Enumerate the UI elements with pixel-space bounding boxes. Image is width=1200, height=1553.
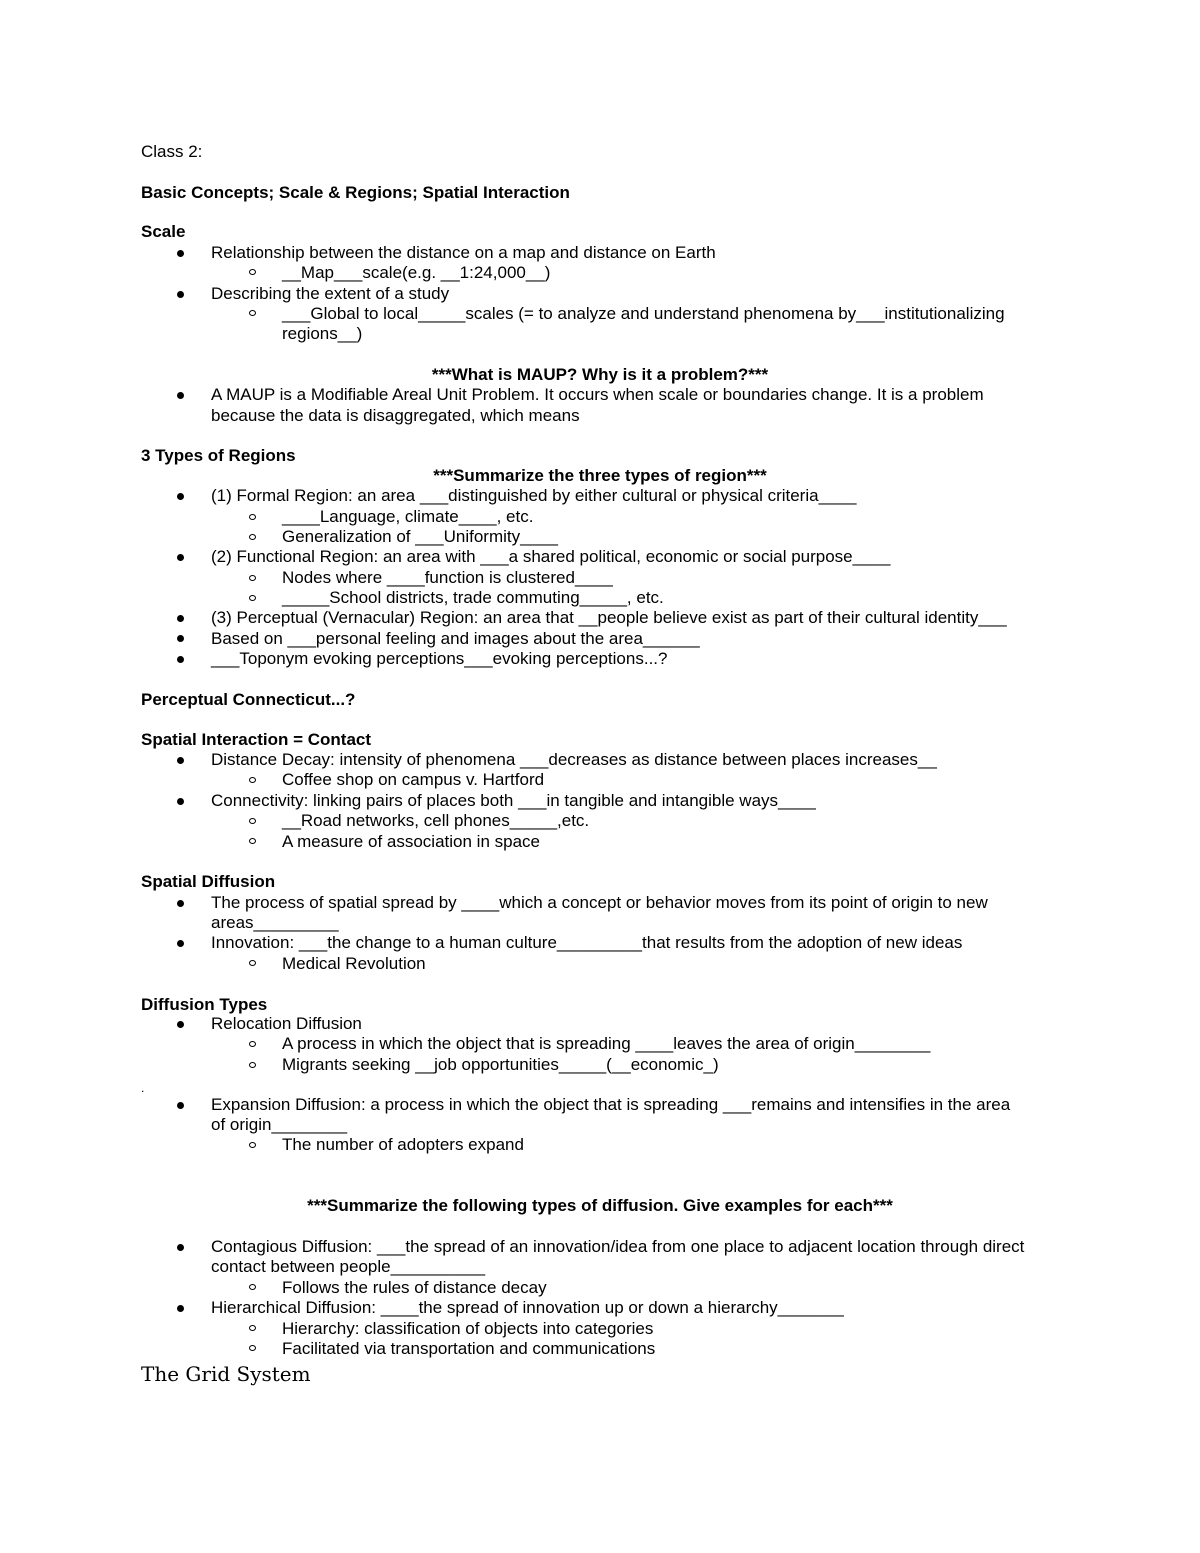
bullet-icon: [177, 250, 184, 257]
regions-heading: 3 Types of Regions: [141, 446, 296, 465]
functional-region-sub-1: Nodes where ____function is clustered____: [282, 568, 613, 587]
formal-region-sub-1: ____Language, climate____, etc.: [282, 507, 534, 526]
summarize-diffusion-prompt: ***Summarize the following types of diffusion. Give examples for each***: [307, 1196, 893, 1215]
connectivity: Connectivity: linking pairs of places both ___in tangible and intangible ways____: [211, 791, 816, 810]
bullet-icon: [177, 656, 184, 663]
sub-bullet-icon: [249, 838, 256, 844]
hierarchical-diffusion-sub-2: Facilitated via transportation and communications: [282, 1339, 656, 1358]
scale-sub-bullet-1: __Map___scale(e.g. __1:24,000__): [282, 263, 551, 282]
bullet-icon: [177, 940, 184, 947]
contagious-diffusion-line-1: Contagious Diffusion: ___the spread of an innovation/idea from one place to adjacent location through direct: [211, 1237, 1025, 1256]
sub-bullet-icon: [249, 534, 256, 540]
contagious-diffusion-line-2: contact between people__________: [211, 1257, 486, 1276]
maup-answer-line-2: because the data is disaggregated, which means: [211, 406, 580, 425]
scale-bullet-1: Relationship between the distance on a map and distance on Earth: [211, 243, 716, 262]
functional-region-sub-2: _____School districts, trade commuting_____, etc.: [282, 588, 664, 607]
formal-region: (1) Formal Region: an area ___distinguished by either cultural or physical criteria____: [211, 486, 857, 505]
sub-bullet-icon: [249, 1284, 256, 1290]
bullet-icon: [177, 554, 184, 561]
sub-bullet-icon: [249, 1325, 256, 1331]
connectivity-example: __Road networks, cell phones_____,etc.: [282, 811, 590, 830]
maup-prompt: ***What is MAUP? Why is it a problem?***: [431, 365, 769, 384]
stray-dot: .: [141, 1081, 145, 1095]
scale-heading: Scale: [141, 222, 186, 241]
scale-sub-bullet-2-line-1: ___Global to local_____scales (= to analyze and understand phenomena by___institutionalizing: [282, 304, 1005, 323]
bullet-icon: [177, 392, 184, 399]
sub-bullet-icon: [249, 575, 256, 581]
sub-bullet-icon: [249, 310, 256, 316]
sub-bullet-icon: [249, 818, 256, 824]
bullet-icon: [177, 1021, 184, 1028]
innovation: Innovation: ___the change to a human culture_________that results from the adoption of new ideas: [211, 933, 963, 952]
sub-bullet-icon: [249, 269, 256, 275]
relocation-diffusion-example: Migrants seeking __job opportunities_____(__economic_): [282, 1055, 719, 1074]
hierarchical-diffusion-sub-1: Hierarchy: classification of objects into categories: [282, 1319, 654, 1338]
distance-decay: Distance Decay: intensity of phenomena ___decreases as distance between places increases__: [211, 750, 937, 769]
spatial-interaction-heading: Spatial Interaction = Contact: [141, 730, 372, 749]
spatial-diffusion-definition-line-2: areas_________: [211, 913, 339, 932]
grid-system-heading: The Grid System: [141, 1362, 311, 1386]
hierarchical-diffusion: Hierarchical Diffusion: ____the spread of innovation up or down a hierarchy_______: [211, 1298, 844, 1317]
spatial-diffusion-definition-line-1: The process of spatial spread by ____which a concept or behavior moves from its point of origin to new: [211, 893, 988, 912]
bullet-icon: [177, 615, 184, 622]
connectivity-measure: A measure of association in space: [282, 832, 540, 851]
class-label: Class 2:: [141, 142, 203, 161]
sub-bullet-icon: [249, 595, 256, 601]
scale-bullet-2: Describing the extent of a study: [211, 284, 450, 303]
sub-bullet-icon: [249, 1345, 256, 1351]
perceptual-region: (3) Perceptual (Vernacular) Region: an area that __people believe exist as part of their cultural identity___: [211, 608, 1007, 627]
expansion-diffusion-example: The number of adopters expand: [282, 1135, 524, 1154]
bullet-icon: [177, 900, 184, 907]
bullet-icon: [177, 493, 184, 500]
maup-answer-line-1: A MAUP is a Modifiable Areal Unit Problem. It occurs when scale or boundaries change. It is a problem: [211, 385, 984, 404]
perceptual-connecticut-heading: Perceptual Connecticut...?: [141, 690, 356, 709]
page-title: Basic Concepts; Scale & Regions; Spatial Interaction: [141, 183, 570, 202]
scale-sub-bullet-2-line-2: regions__): [282, 324, 363, 343]
bullet-icon: [177, 1244, 184, 1251]
expansion-diffusion-line-1: Expansion Diffusion: a process in which the object that is spreading ___remains and intensifies in the area: [211, 1095, 1011, 1114]
distance-decay-example: Coffee shop on campus v. Hartford: [282, 770, 545, 789]
regions-prompt: ***Summarize the three types of region***: [433, 466, 767, 485]
functional-region: (2) Functional Region: an area with ___a shared political, economic or social purpose____: [211, 547, 891, 566]
sub-bullet-icon: [249, 514, 256, 520]
expansion-diffusion-line-2: of origin________: [211, 1115, 348, 1134]
sub-bullet-icon: [249, 1041, 256, 1047]
sub-bullet-icon: [249, 960, 256, 966]
perceptual-region-toponym: ___Toponym evoking perceptions___evoking perceptions...?: [211, 649, 668, 668]
bullet-icon: [177, 1305, 184, 1312]
sub-bullet-icon: [249, 777, 256, 783]
relocation-diffusion: Relocation Diffusion: [211, 1014, 362, 1033]
bullet-icon: [177, 635, 184, 642]
relocation-diffusion-definition: A process in which the object that is spreading ____leaves the area of origin________: [282, 1034, 931, 1053]
sub-bullet-icon: [249, 1062, 256, 1068]
bullet-icon: [177, 798, 184, 805]
formal-region-sub-2: Generalization of ___Uniformity____: [282, 527, 558, 546]
contagious-diffusion-sub: Follows the rules of distance decay: [282, 1278, 547, 1297]
sub-bullet-icon: [249, 1142, 256, 1148]
perceptual-region-basis: Based on ___personal feeling and images about the area______: [211, 629, 700, 648]
bullet-icon: [177, 1102, 184, 1109]
spatial-diffusion-heading: Spatial Diffusion: [141, 872, 276, 891]
innovation-example: Medical Revolution: [282, 954, 426, 973]
diffusion-types-heading: Diffusion Types: [141, 995, 268, 1014]
bullet-icon: [177, 757, 184, 764]
bullet-icon: [177, 291, 184, 298]
